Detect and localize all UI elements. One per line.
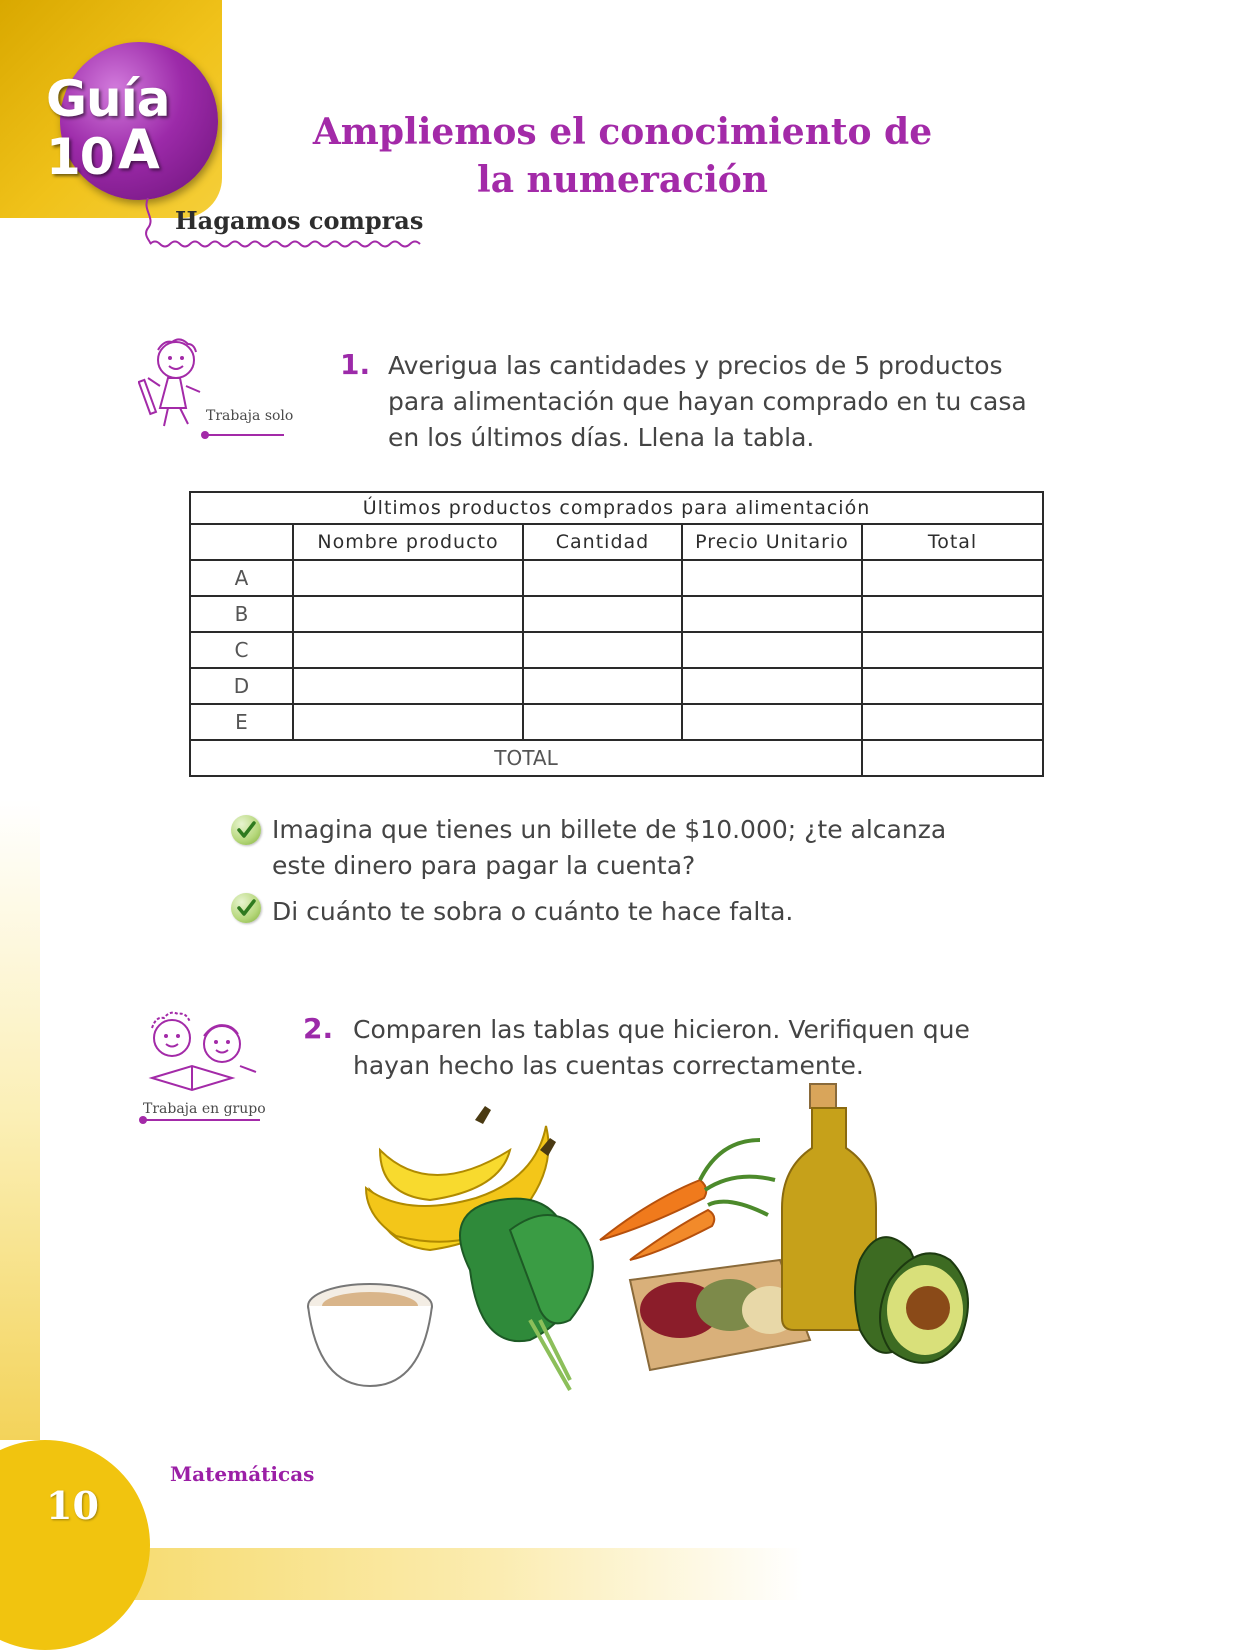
product-name-cell[interactable]	[293, 704, 523, 740]
grand-total-cell[interactable]	[862, 740, 1043, 776]
quantity-cell[interactable]	[523, 668, 682, 704]
section-subtitle: Hagamos compras	[175, 206, 424, 235]
total-cell[interactable]	[862, 704, 1043, 740]
bottom-gradient-decoration	[0, 1548, 1236, 1600]
row-letter: B	[190, 596, 293, 632]
total-cell[interactable]	[862, 632, 1043, 668]
table-total-row	[190, 740, 1043, 776]
subject-label: Matemáticas	[170, 1462, 315, 1486]
unit-price-cell[interactable]	[682, 704, 862, 740]
quantity-cell[interactable]	[523, 632, 682, 668]
quantity-cell[interactable]	[523, 704, 682, 740]
work-alone-label: Trabaja solo	[206, 408, 294, 424]
left-gradient-decoration	[0, 800, 40, 1440]
table-header-empty	[190, 524, 293, 560]
page-number-circle	[0, 1440, 150, 1650]
unit-price-cell[interactable]	[682, 560, 862, 596]
page-title: Ampliemos el conocimiento de la numeración	[312, 111, 933, 201]
total-label: TOTAL	[190, 740, 862, 776]
table-header-name: Nombre producto	[293, 524, 523, 560]
bullet-question-money: Imagina que tienes un billete de $10.000; ¿te alcanza este dinero para pagar la cuenta?	[272, 815, 947, 880]
product-name-cell[interactable]	[293, 596, 523, 632]
spinach-illustration	[460, 1199, 593, 1390]
quantity-cell[interactable]	[523, 596, 682, 632]
product-name-cell[interactable]	[293, 632, 523, 668]
total-cell[interactable]	[862, 596, 1043, 632]
work-alone-underline	[200, 430, 286, 440]
work-group-underline	[138, 1115, 262, 1125]
table-row	[190, 704, 1043, 740]
table-row	[190, 560, 1043, 596]
kid-working-alone-icon	[138, 336, 213, 436]
table-row	[190, 596, 1043, 632]
row-letter: A	[190, 560, 293, 596]
avocado-illustration	[855, 1237, 968, 1363]
guide-label: Guía 10	[46, 70, 170, 186]
unit-price-cell[interactable]	[682, 632, 862, 668]
table-header-unit-price: Precio Unitario	[682, 524, 862, 560]
kids-group-work-icon	[138, 1008, 266, 1100]
check-icon	[231, 893, 261, 923]
products-table	[189, 491, 1044, 777]
food-illustration	[300, 1080, 990, 1410]
check-icon	[231, 815, 261, 845]
bullet-change: Di cuánto te sobra o cuánto te hace falta.	[272, 897, 794, 926]
total-cell[interactable]	[862, 668, 1043, 704]
work-group-label: Trabaja en grupo	[143, 1101, 266, 1117]
carrots-illustration	[600, 1140, 775, 1260]
bowl-illustration	[308, 1284, 432, 1386]
table-header-quantity: Cantidad	[523, 524, 682, 560]
unit-price-cell[interactable]	[682, 596, 862, 632]
table-title: Últimos productos comprados para alimentación	[190, 492, 1043, 524]
unit-price-cell[interactable]	[682, 668, 862, 704]
page-number: 10	[46, 1483, 99, 1528]
activity1-text: Averigua las cantidades y precios de 5 productos para alimentación que hayan comprado en tu casa en los últimos días. Llena la tabla.	[388, 351, 1027, 452]
total-cell[interactable]	[862, 560, 1043, 596]
subtitle-wave-underline	[140, 198, 425, 258]
quantity-cell[interactable]	[523, 560, 682, 596]
row-letter: E	[190, 704, 293, 740]
table-header-total: Total	[862, 524, 1043, 560]
row-letter: D	[190, 668, 293, 704]
row-letter: C	[190, 632, 293, 668]
guide-letter: A	[118, 118, 160, 181]
product-name-cell[interactable]	[293, 668, 523, 704]
activity2-number: 2.	[303, 1012, 334, 1045]
table-row	[190, 668, 1043, 704]
activity1-number: 1.	[340, 348, 371, 381]
table-row	[190, 632, 1043, 668]
product-name-cell[interactable]	[293, 560, 523, 596]
activity2-text: Comparen las tablas que hicieron. Verifiquen que hayan hecho las cuentas correctamente.	[353, 1015, 970, 1080]
